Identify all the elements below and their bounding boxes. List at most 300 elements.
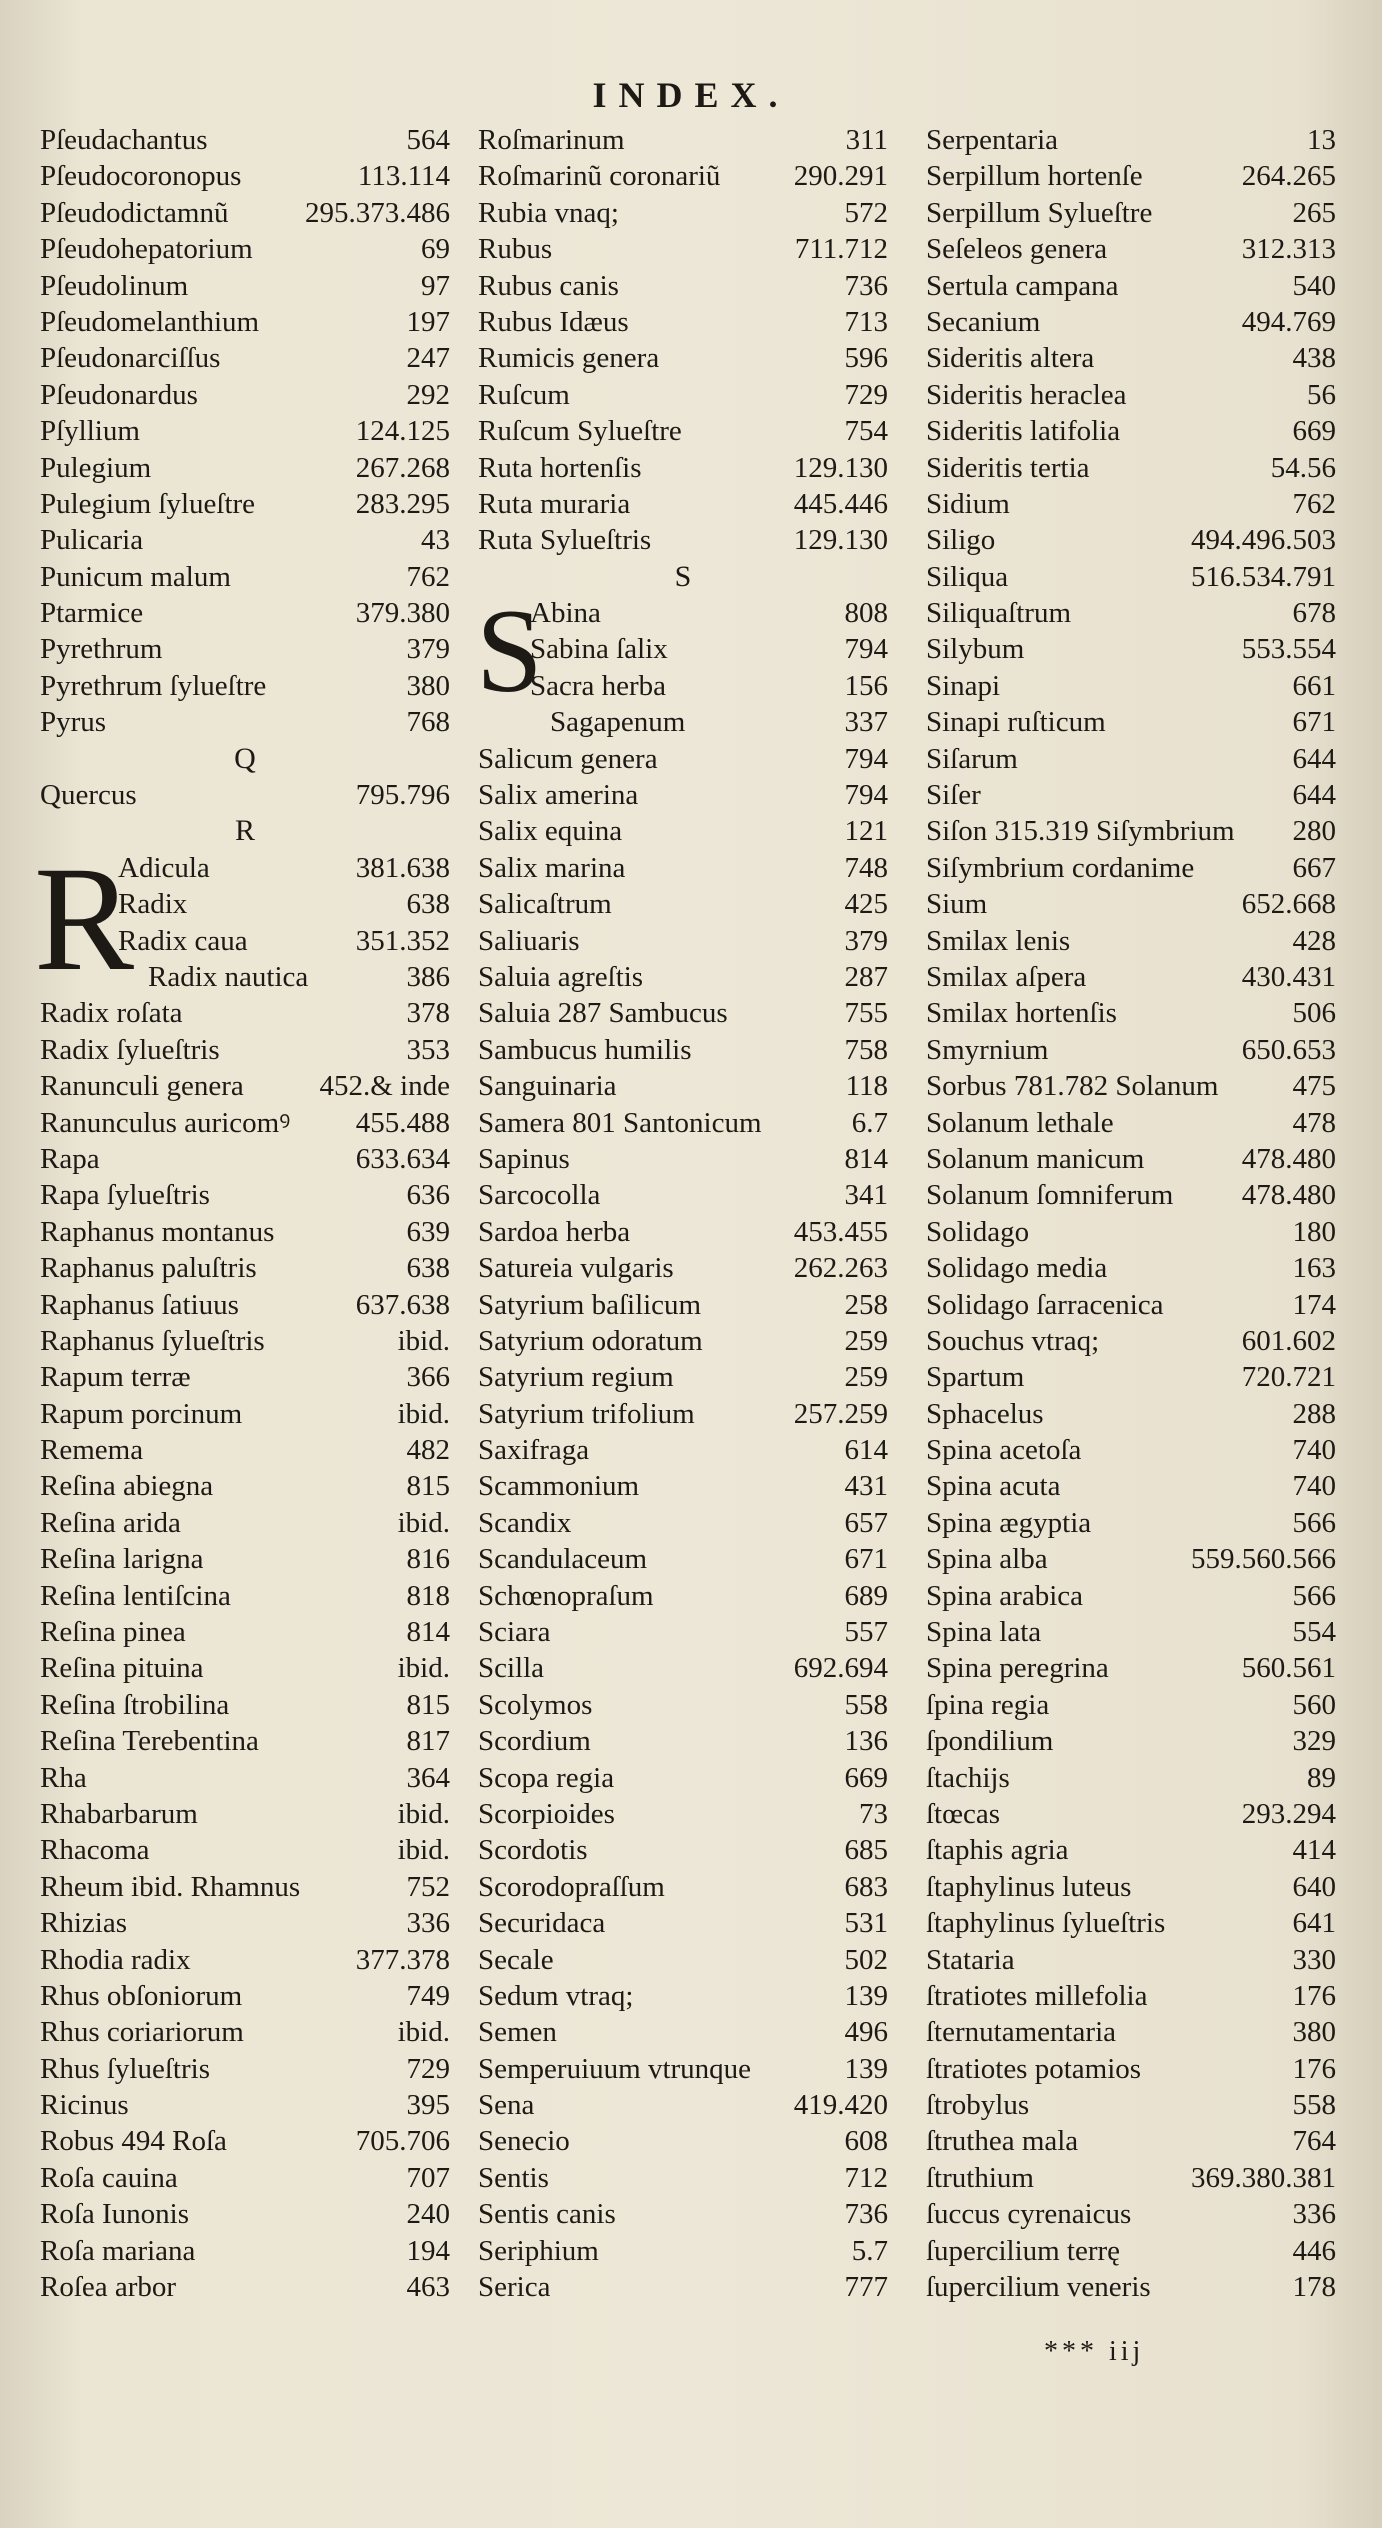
index-entry <box>926 1650 1336 1686</box>
index-entry <box>40 1905 450 1941</box>
entry-page-ref: 640 <box>1292 1870 1336 1903</box>
entry-term: Sinapi ruſticum <box>926 706 1106 739</box>
entry-page-ref: 176 <box>1292 2052 1336 2085</box>
entry-term: Sertula campana <box>926 269 1119 302</box>
entry-term: Serpillum Sylueſtre <box>926 196 1153 229</box>
entry-term: Ranunculus auricomꝰ <box>40 1106 291 1139</box>
entry-page-ref: 180 <box>1292 1215 1336 1248</box>
letter-heading: Q <box>234 741 256 775</box>
page-header: INDEX. <box>592 75 790 115</box>
index-entry <box>40 1359 450 1395</box>
entry-term: Saxifraga <box>478 1434 590 1467</box>
entry-term: Pſeudachantus <box>40 124 208 156</box>
entry-page-ref: 608 <box>844 2125 888 2158</box>
index-entry <box>478 1032 888 1068</box>
entry-page-ref: 566 <box>1292 1506 1336 1539</box>
entry-page-ref: 129.130 <box>793 524 888 557</box>
index-entry <box>926 1396 1336 1432</box>
entry-term: Robus 494 Roſa <box>40 2125 227 2158</box>
entry-term: Sentis <box>478 2161 549 2194</box>
entry-term: Rheum ibid. Rhamnus <box>40 1870 301 1903</box>
entry-term: Radix nautica <box>148 960 309 993</box>
index-entry <box>478 741 888 777</box>
entry-page-ref: 644 <box>1292 779 1336 812</box>
entry-term: Scilla <box>478 1652 545 1685</box>
entry-term: Spina lata <box>926 1616 1042 1649</box>
entry-page-ref: 377.378 <box>355 1943 450 1976</box>
index-entry <box>478 1396 888 1432</box>
entry-term: Ptarmice <box>40 597 144 630</box>
index-entry <box>926 1105 1336 1141</box>
index-entry <box>926 1978 1336 2014</box>
entry-page-ref: 288 <box>1292 1397 1336 1430</box>
entry-page-ref: 754 <box>844 415 888 448</box>
index-entry <box>40 1250 450 1286</box>
entry-page-ref: 56 <box>1307 378 1336 411</box>
entry-term: Roſa mariana <box>40 2234 196 2267</box>
signature-mark: *** iij <box>1044 2336 1145 2367</box>
entry-page-ref: 762 <box>406 560 450 593</box>
entry-page-ref: 337 <box>844 706 888 739</box>
index-entry <box>926 1323 1336 1359</box>
entry-term: ſpina regia <box>926 1688 1050 1721</box>
entry-page-ref: 502 <box>844 1943 888 1976</box>
index-entry <box>478 1869 888 1905</box>
entry-page-ref: 808 <box>844 597 888 630</box>
entry-term: Spina acuta <box>926 1470 1061 1503</box>
entry-page-ref: 463 <box>406 2271 450 2304</box>
entry-term: Pyrethrum <box>40 633 163 666</box>
entry-page-ref: 280 <box>1292 815 1336 848</box>
entry-page-ref: 428 <box>1292 924 1336 957</box>
entry-term: Semen <box>478 2016 557 2049</box>
index-entry <box>40 2233 450 2269</box>
entry-page-ref: 482 <box>406 1434 450 1467</box>
entry-term: Reſina arida <box>40 1506 181 1539</box>
entry-page-ref: 54.56 <box>1270 451 1336 484</box>
entry-term: Schœnopraſum <box>478 1579 654 1612</box>
entry-page-ref: 762 <box>1292 487 1336 520</box>
entry-term: Pulegium <box>40 451 152 484</box>
entry-page-ref: 381.638 <box>355 851 450 884</box>
index-entry <box>40 1214 450 1250</box>
entry-page-ref: 671 <box>844 1543 888 1576</box>
index-entry <box>40 1687 450 1723</box>
entry-term: Pſeudohepatorium <box>40 233 253 266</box>
index-entry <box>40 559 450 595</box>
entry-term: ſtachijs <box>926 1761 1010 1794</box>
entry-term: Sideritis altera <box>926 342 1095 375</box>
index-entry <box>478 1177 888 1213</box>
entry-term: Sena <box>478 2089 535 2122</box>
entry-page-ref: 265 <box>1292 196 1336 229</box>
entry-term: Rumicis genera <box>478 342 660 375</box>
index-entry <box>40 1978 450 2014</box>
entry-page-ref: 736 <box>844 269 888 302</box>
entry-page-ref: 814 <box>406 1616 450 1649</box>
entry-term: Rapum terræ <box>40 1361 191 1394</box>
entry-page-ref: 496 <box>844 2016 888 2049</box>
entry-term: ſupercilium veneris <box>926 2271 1151 2304</box>
index-entry <box>40 595 450 631</box>
index-entry <box>40 1505 450 1541</box>
entry-term: Scandulaceum <box>478 1543 648 1576</box>
index-entry <box>926 1541 1336 1577</box>
entry-term: Pſeudodictamnũ <box>40 196 229 229</box>
entry-page-ref: 311 <box>845 124 888 156</box>
entry-page-ref: 557 <box>844 1616 888 1649</box>
entry-term: Solanum ſomniferum <box>926 1179 1174 1212</box>
entry-term: ſternutamentaria <box>926 2016 1117 2049</box>
entry-term: Sarcocolla <box>478 1179 601 1212</box>
letter-heading: S <box>674 559 692 593</box>
entry-term: ſuccus cyrenaicus <box>926 2198 1132 2231</box>
index-entry <box>926 195 1336 231</box>
entry-term: Saluia 287 Sambucus <box>478 997 728 1030</box>
index-entry <box>926 486 1336 522</box>
entry-term: Salix marina <box>478 851 626 884</box>
index-entry <box>40 413 450 449</box>
entry-term: Rubus canis <box>478 269 619 302</box>
entry-term: Scolymos <box>478 1688 593 1721</box>
index-entry <box>926 122 1336 158</box>
entry-term: Spina alba <box>926 1543 1048 1576</box>
entry-page-ref: 712 <box>844 2161 888 2194</box>
entry-term: Silybum <box>926 633 1025 666</box>
index-entry <box>40 1650 450 1686</box>
index-entry <box>926 2233 1336 2269</box>
entry-page-ref: 118 <box>845 1070 888 1103</box>
entry-page-ref: 494.769 <box>1241 305 1336 338</box>
entry-term: Secale <box>478 1943 554 1976</box>
entry-term: Spina peregrina <box>926 1652 1109 1685</box>
index-entry <box>40 1614 450 1650</box>
entry-term: Sinapi <box>926 669 1001 702</box>
entry-term: Scandix <box>478 1506 572 1539</box>
index-entry <box>926 2160 1336 2196</box>
index-entry <box>40 2123 450 2159</box>
entry-term: Souchus vtraq; <box>926 1324 1100 1357</box>
entry-page-ref: 638 <box>406 888 450 921</box>
index-entry <box>478 850 888 886</box>
entry-page-ref: 768 <box>406 706 450 739</box>
entry-page-ref: 97 <box>421 269 450 302</box>
entry-page-ref: 777 <box>844 2271 888 2304</box>
entry-page-ref: 478.480 <box>1241 1142 1336 1175</box>
entry-term: Rhus obſoniorum <box>40 1979 243 2012</box>
entry-term: Sideritis latifolia <box>926 415 1121 448</box>
entry-page-ref: 264.265 <box>1241 160 1336 193</box>
index-entry <box>926 1214 1336 1250</box>
index-entry <box>478 1505 888 1541</box>
entry-term: Ruta hortenſis <box>478 451 642 484</box>
entry-page-ref: 258 <box>844 1288 888 1321</box>
index-entry <box>478 522 888 558</box>
entry-page-ref: 247 <box>406 342 450 375</box>
index-entry <box>926 1468 1336 1504</box>
entry-page-ref: 815 <box>406 1688 450 1721</box>
entry-page-ref: 729 <box>406 2052 450 2085</box>
entry-term: Scordotis <box>478 1834 588 1867</box>
index-entry <box>926 1432 1336 1468</box>
index-entry <box>926 2051 1336 2087</box>
entry-page-ref: 554 <box>1292 1616 1336 1649</box>
entry-page-ref: 614 <box>844 1434 888 1467</box>
index-entry <box>478 1432 888 1468</box>
entry-term: Solidago ſarracenica <box>926 1288 1164 1321</box>
entry-term: Senecio <box>478 2125 570 2158</box>
entry-page-ref: 711.712 <box>794 233 888 266</box>
index-entry <box>40 1942 450 1978</box>
entry-page-ref: 257.259 <box>793 1397 888 1430</box>
entry-page-ref: 558 <box>844 1688 888 1721</box>
index-entry <box>40 2196 450 2232</box>
entry-page-ref: 815 <box>406 1470 450 1503</box>
entry-page-ref: 794 <box>844 742 888 775</box>
index-column-2 <box>478 122 888 2305</box>
entry-term: Rhodia radix <box>40 1943 191 1976</box>
index-entry <box>478 158 888 194</box>
index-entry <box>40 2087 450 2123</box>
entry-term: Saluia agreſtis <box>478 960 644 993</box>
entry-page-ref: 531 <box>844 1907 888 1940</box>
entry-term: Sideritis heraclea <box>926 378 1127 411</box>
entry-term: Roſmarinũ coronariũ <box>478 160 721 193</box>
entry-page-ref: 414 <box>1292 1834 1336 1867</box>
entry-page-ref: ibid. <box>397 1506 450 1539</box>
entry-page-ref: ibid. <box>397 1834 450 1867</box>
entry-page-ref: 431 <box>844 1470 888 1503</box>
entry-page-ref: 113.114 <box>357 160 450 193</box>
entry-term: Sentis canis <box>478 2198 616 2231</box>
index-entry <box>478 1541 888 1577</box>
entry-term: Scorpioides <box>478 1797 615 1830</box>
entry-term: Roſa Iunonis <box>40 2198 190 2231</box>
entry-page-ref: 425 <box>844 888 888 921</box>
entry-term: Rubus Idæus <box>478 305 629 338</box>
index-entry <box>478 268 888 304</box>
entry-term: Sideritis tertia <box>926 451 1090 484</box>
index-entry <box>478 959 888 995</box>
entry-page-ref: 336 <box>406 1907 450 1940</box>
index-entry <box>40 122 450 158</box>
entry-page-ref: ibid. <box>397 1797 450 1830</box>
index-entry <box>926 268 1336 304</box>
entry-term: Sciara <box>478 1616 551 1649</box>
entry-page-ref: 637.638 <box>355 1288 450 1321</box>
entry-term: Reſina lentiſcina <box>40 1579 231 1612</box>
index-entry <box>40 1578 450 1614</box>
entry-page-ref: 293.294 <box>1241 1797 1336 1830</box>
entry-page-ref: 475 <box>1292 1070 1336 1103</box>
entry-page-ref: 438 <box>1292 342 1336 375</box>
entry-page-ref: 566 <box>1292 1579 1336 1612</box>
entry-page-ref: 379 <box>406 633 450 666</box>
index-entry <box>478 2160 888 2196</box>
entry-page-ref: 559.560.566 <box>1191 1543 1336 1576</box>
index-entry <box>40 1287 450 1323</box>
index-column-3 <box>926 122 1336 2305</box>
index-entry <box>478 1650 888 1686</box>
entry-term: ſtratiotes potamios <box>926 2052 1142 2085</box>
entry-term: Radix <box>118 888 188 921</box>
entry-term: Semperuiuum vtrunque <box>478 2052 752 2085</box>
index-entry <box>926 304 1336 340</box>
entry-page-ref: 564 <box>406 124 450 156</box>
index-entry <box>926 1905 1336 1941</box>
index-entry <box>478 813 888 849</box>
index-entry <box>926 1032 1336 1068</box>
entry-term: Pyrethrum ſylueſtre <box>40 669 267 702</box>
entry-page-ref: 661 <box>1292 669 1336 702</box>
entry-page-ref: 259 <box>844 1361 888 1394</box>
index-entry <box>478 1323 888 1359</box>
index-entry <box>40 1032 450 1068</box>
entry-page-ref: 748 <box>844 851 888 884</box>
index-entry <box>40 1068 450 1104</box>
drop-cap-block <box>476 584 888 741</box>
index-entry <box>40 2014 450 2050</box>
entry-page-ref: 353 <box>406 1033 450 1066</box>
index-entry <box>40 1177 450 1213</box>
index-entry <box>478 2014 888 2050</box>
entry-page-ref: 650.653 <box>1241 1033 1336 1066</box>
index-entry <box>40 1141 450 1177</box>
index-entry <box>40 231 450 267</box>
entry-term: Rha <box>40 1761 87 1794</box>
index-entry <box>926 1723 1336 1759</box>
index-entry <box>926 1869 1336 1905</box>
entry-page-ref: ibid. <box>397 1652 450 1685</box>
entry-page-ref: 707 <box>406 2161 450 2194</box>
index-entry <box>478 777 888 813</box>
index-entry <box>40 777 450 813</box>
index-entry <box>926 813 1336 849</box>
entry-page-ref: 669 <box>844 1761 888 1794</box>
entry-term: Samera 801 Santonicum <box>478 1106 762 1139</box>
index-entry <box>40 1396 450 1432</box>
entry-page-ref: 136 <box>844 1725 888 1758</box>
entry-page-ref: 178 <box>1292 2271 1336 2304</box>
index-entry <box>478 1723 888 1759</box>
index-entry <box>478 1250 888 1286</box>
index-entry <box>478 486 888 522</box>
index-column-1 <box>34 122 450 2305</box>
entry-page-ref: 73 <box>859 1797 888 1830</box>
index-entry <box>926 1942 1336 1978</box>
entry-page-ref: 380 <box>406 669 450 702</box>
entry-page-ref: 124.125 <box>355 415 450 448</box>
entry-term: Reſina ſtrobilina <box>40 1688 230 1721</box>
entry-page-ref: 89 <box>1307 1761 1336 1794</box>
entry-page-ref: 5.7 <box>851 2234 888 2267</box>
entry-term: Radix ſylueſtris <box>40 1033 220 1066</box>
index-entry <box>926 923 1336 959</box>
index-entry <box>478 413 888 449</box>
entry-page-ref: 720.721 <box>1241 1361 1336 1394</box>
entry-term: Siſymbrium cordanime <box>926 851 1195 884</box>
entry-term: Rhus ſylueſtris <box>40 2052 210 2085</box>
entry-term: Sanguinaria <box>478 1070 617 1103</box>
entry-page-ref: 794 <box>844 633 888 666</box>
entry-term: Sphacelus <box>926 1397 1044 1430</box>
entry-term: Reſina pinea <box>40 1616 186 1649</box>
index-entry <box>926 1505 1336 1541</box>
index-entry <box>926 1760 1336 1796</box>
entry-term: Siliquaſtrum <box>926 597 1071 630</box>
entry-term: Ruta Sylueſtris <box>478 524 652 557</box>
entry-term: Serpentaria <box>926 124 1059 156</box>
index-entry <box>478 122 888 158</box>
entry-page-ref: 6.7 <box>851 1106 888 1139</box>
entry-term: Sidium <box>926 487 1010 520</box>
entry-term: Spartum <box>926 1361 1025 1394</box>
entry-page-ref: 755 <box>844 997 888 1030</box>
entry-page-ref: 259 <box>844 1324 888 1357</box>
entry-page-ref: 795.796 <box>355 779 450 812</box>
index-entry <box>926 1359 1336 1395</box>
entry-term: Raphanus ſatiuus <box>40 1288 239 1321</box>
index-entry <box>926 995 1336 1031</box>
entry-term: Scorodopraſſum <box>478 1870 665 1903</box>
entry-page-ref: 764 <box>1292 2125 1336 2158</box>
letter-heading: R <box>234 814 255 848</box>
entry-page-ref: 752 <box>406 1870 450 1903</box>
index-entry <box>478 1796 888 1832</box>
index-entry <box>926 1832 1336 1868</box>
index-entry <box>40 1832 450 1868</box>
entry-page-ref: 336 <box>1292 2198 1336 2231</box>
index-entry <box>926 1068 1336 1104</box>
index-entry <box>926 631 1336 667</box>
index-entry <box>926 595 1336 631</box>
entry-term: ſtaphylinus luteus <box>926 1870 1132 1903</box>
index-entry <box>926 340 1336 376</box>
entry-page-ref: 560.561 <box>1241 1652 1336 1685</box>
index-entry <box>40 1869 450 1905</box>
entry-page-ref: 380 <box>1292 2016 1336 2049</box>
entry-page-ref: 678 <box>1292 597 1336 630</box>
entry-page-ref: 139 <box>844 2052 888 2085</box>
entry-term: Salicum genera <box>478 742 658 775</box>
index-entry <box>926 777 1336 813</box>
entry-page-ref: 713 <box>844 305 888 338</box>
index-entry <box>478 923 888 959</box>
drop-cap-letter: R <box>34 835 135 1002</box>
entry-page-ref: 419.420 <box>793 2089 888 2122</box>
index-entry <box>926 1141 1336 1177</box>
entry-term: Securidaca <box>478 1907 606 1940</box>
index-entry <box>926 158 1336 194</box>
index-entry <box>926 704 1336 740</box>
entry-page-ref: 516.534.791 <box>1191 560 1336 593</box>
entry-page-ref: ibid. <box>397 1397 450 1430</box>
entry-term: Siſer <box>926 779 981 812</box>
index-entry <box>926 2196 1336 2232</box>
index-entry <box>926 522 1336 558</box>
entry-page-ref: 683 <box>844 1870 888 1903</box>
index-entry <box>478 2233 888 2269</box>
index-entry <box>40 668 450 704</box>
index-entry <box>478 1905 888 1941</box>
entry-term: ſpondilium <box>926 1725 1054 1758</box>
entry-term: Pſeudolinum <box>40 269 189 302</box>
entry-term: ſtaphylinus ſylueſtris <box>926 1907 1166 1940</box>
index-entry <box>40 2051 450 2087</box>
index-entry <box>478 450 888 486</box>
entry-page-ref: 267.268 <box>355 451 450 484</box>
entry-page-ref: 553.554 <box>1241 633 1336 666</box>
